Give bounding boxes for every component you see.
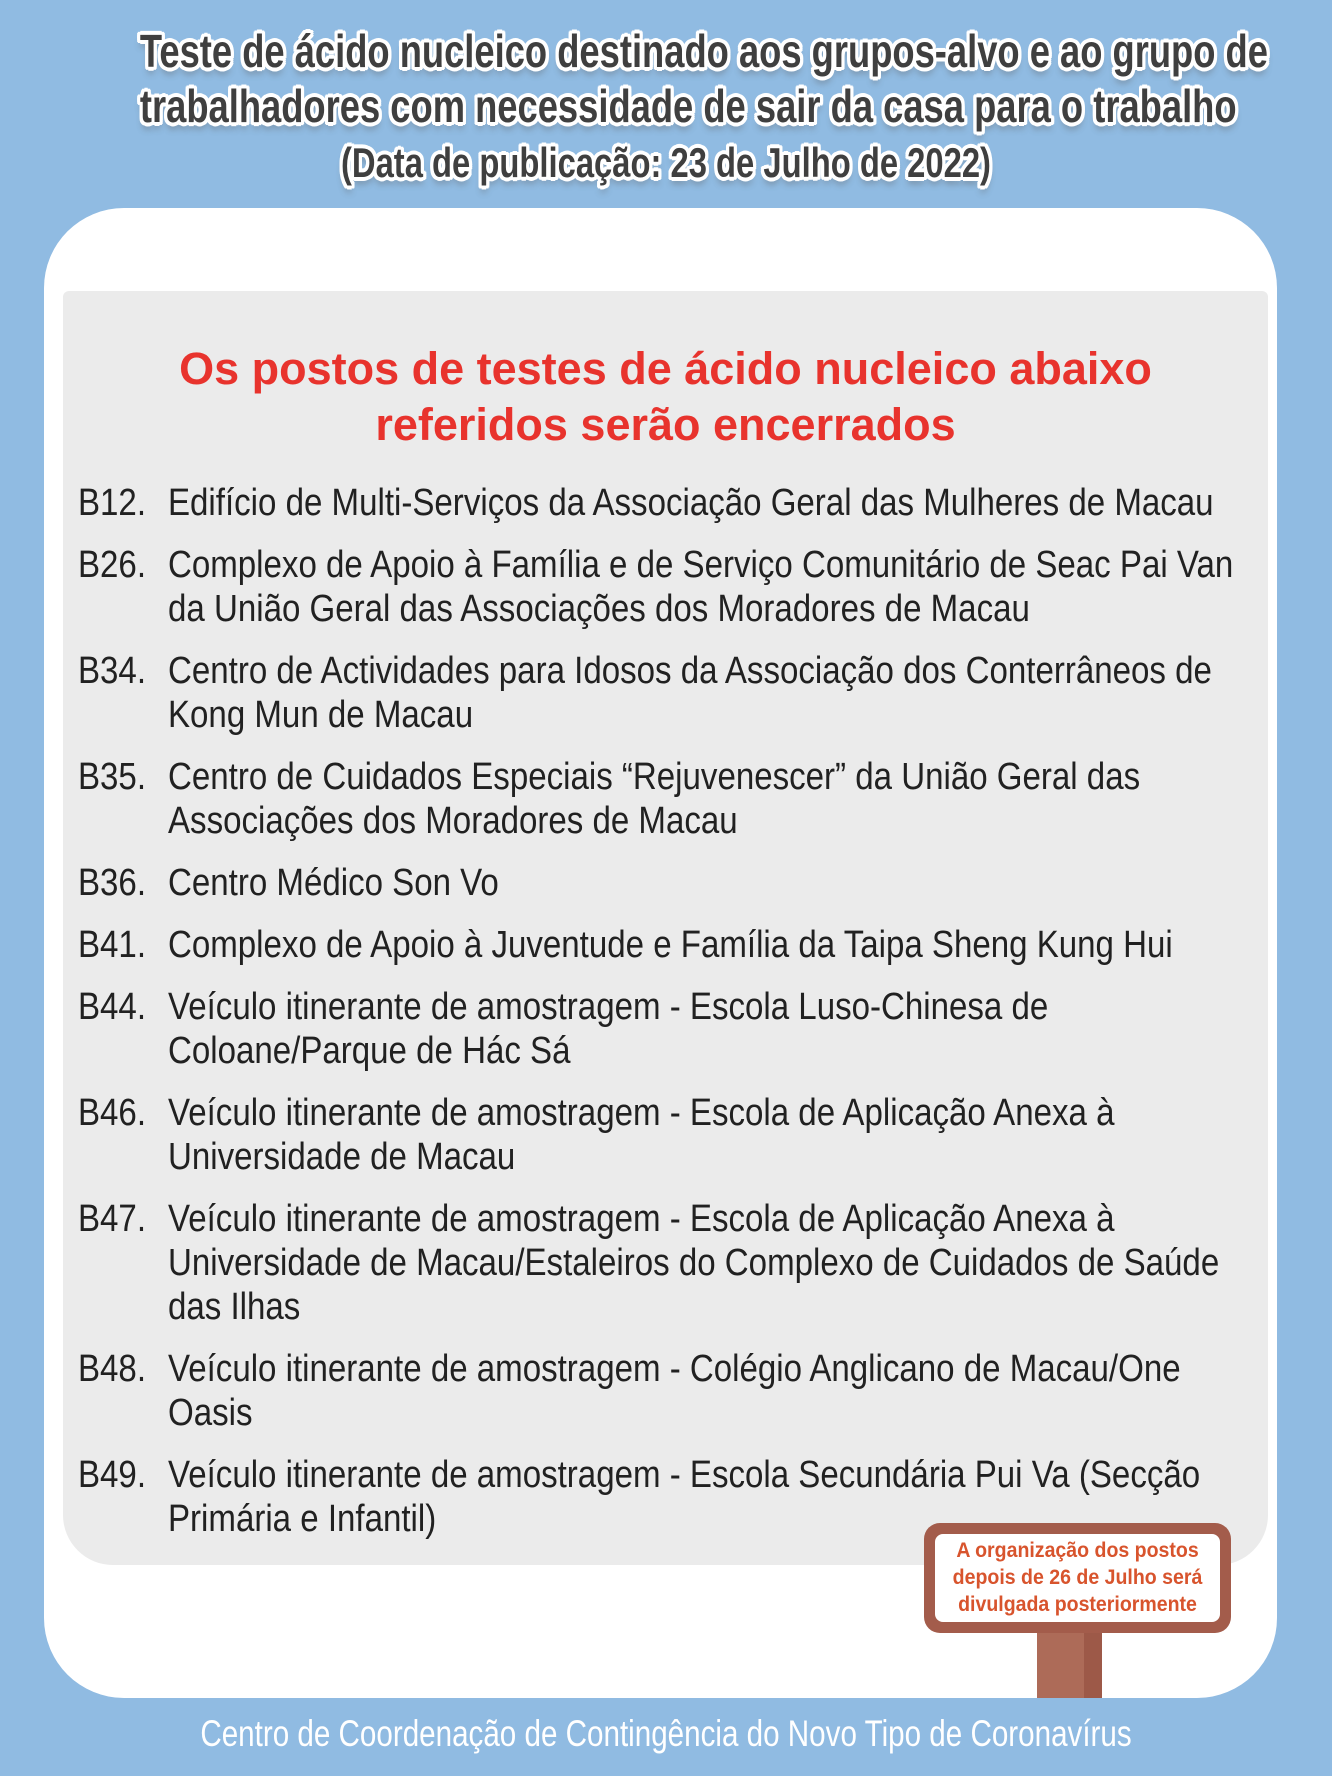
station-code: B41.: [78, 924, 147, 966]
list-item: [78, 649, 1253, 737]
closed-stations-panel: [63, 291, 1268, 1565]
list-item: [78, 1091, 1253, 1179]
footer-organization-name: Centro de Coordenação de Contingência do Novo Tipo de Coronavírus: [200, 1713, 1132, 1754]
list-item: [78, 755, 1253, 843]
station-name: Centro de Cuidados Especiais “Rejuvenescer” da União Geral das Associações dos Moradores de Macau: [168, 756, 1141, 842]
station-code: B44.: [78, 986, 147, 1028]
list-item: [78, 985, 1253, 1073]
station-name: Edifício de Multi-Serviços da Associação Geral das Mulheres de Macau: [168, 482, 1214, 524]
station-code: B49.: [78, 1454, 147, 1496]
station-code: B12.: [78, 482, 147, 524]
station-code: B48.: [78, 1348, 147, 1390]
stations-list: [78, 481, 1253, 1541]
poster-footer: [0, 1712, 1332, 1756]
poster-header: [0, 24, 1332, 189]
sign-text-line1: A organização dos postos: [956, 1539, 1199, 1562]
station-name: Complexo de Apoio à Família e de Serviço Comunitário de Seac Pai Van da União Geral das Associações dos Moradores de Macau: [168, 544, 1234, 630]
station-code: B36.: [78, 862, 147, 904]
station-code: B26.: [78, 544, 147, 586]
station-name: Veículo itinerante de amostragem - Escola Secundária Pui Va (Secção Primária e Infantil): [168, 1454, 1201, 1540]
list-item: [78, 481, 1253, 525]
sign-text-line3: divulgada posteriormente: [958, 1593, 1197, 1616]
sign-pole: [1037, 1630, 1102, 1698]
list-item: [78, 923, 1253, 967]
header-publication-date: (Data de publicação: 23 de Julho de 2022): [341, 139, 991, 186]
station-name: Centro Médico Son Vo: [168, 862, 499, 904]
panel-title: [78, 341, 1253, 453]
list-item: [78, 861, 1253, 905]
list-item: [78, 1197, 1253, 1329]
station-name: Centro de Actividades para Idosos da Associação dos Conterrâneos de Kong Mun de Macau: [168, 650, 1212, 736]
notice-sign-panel: [935, 1534, 1220, 1622]
header-title-line2: trabalhadores com necessidade de sair da casa para o trabalho: [139, 80, 1237, 132]
station-name: Complexo de Apoio à Juventude e Família da Taipa Sheng Kung Hui: [168, 924, 1173, 966]
header-title-line1: Teste de ácido nucleico destinado aos grupos-alvo e ao grupo de: [139, 25, 1268, 77]
list-item: [78, 1347, 1253, 1435]
panel-title-line2: referidos serão encerrados: [375, 399, 956, 450]
station-name: Veículo itinerante de amostragem - Escola de Aplicação Anexa à Universidade de Macau/Estaleiros do Complexo de Cuidados de Saúde das Ilhas: [168, 1198, 1220, 1328]
station-code: B46.: [78, 1092, 147, 1134]
sign-text-line2: depois de 26 de Julho será: [952, 1566, 1203, 1589]
station-name: Veículo itinerante de amostragem - Escola de Aplicação Anexa à Universidade de Macau: [168, 1092, 1115, 1178]
list-item: [78, 543, 1253, 631]
station-code: B47.: [78, 1198, 147, 1240]
station-code: B34.: [78, 650, 147, 692]
station-name: Veículo itinerante de amostragem - Escola Luso-Chinesa de Coloane/Parque de Hác Sá: [168, 986, 1049, 1072]
notice-sign: [924, 1523, 1231, 1633]
station-name: Veículo itinerante de amostragem - Colégio Anglicano de Macau/One Oasis: [168, 1348, 1181, 1434]
panel-title-line1: Os postos de testes de ácido nucleico abaixo: [179, 343, 1152, 394]
content-card: [44, 208, 1277, 1698]
station-code: B35.: [78, 756, 147, 798]
